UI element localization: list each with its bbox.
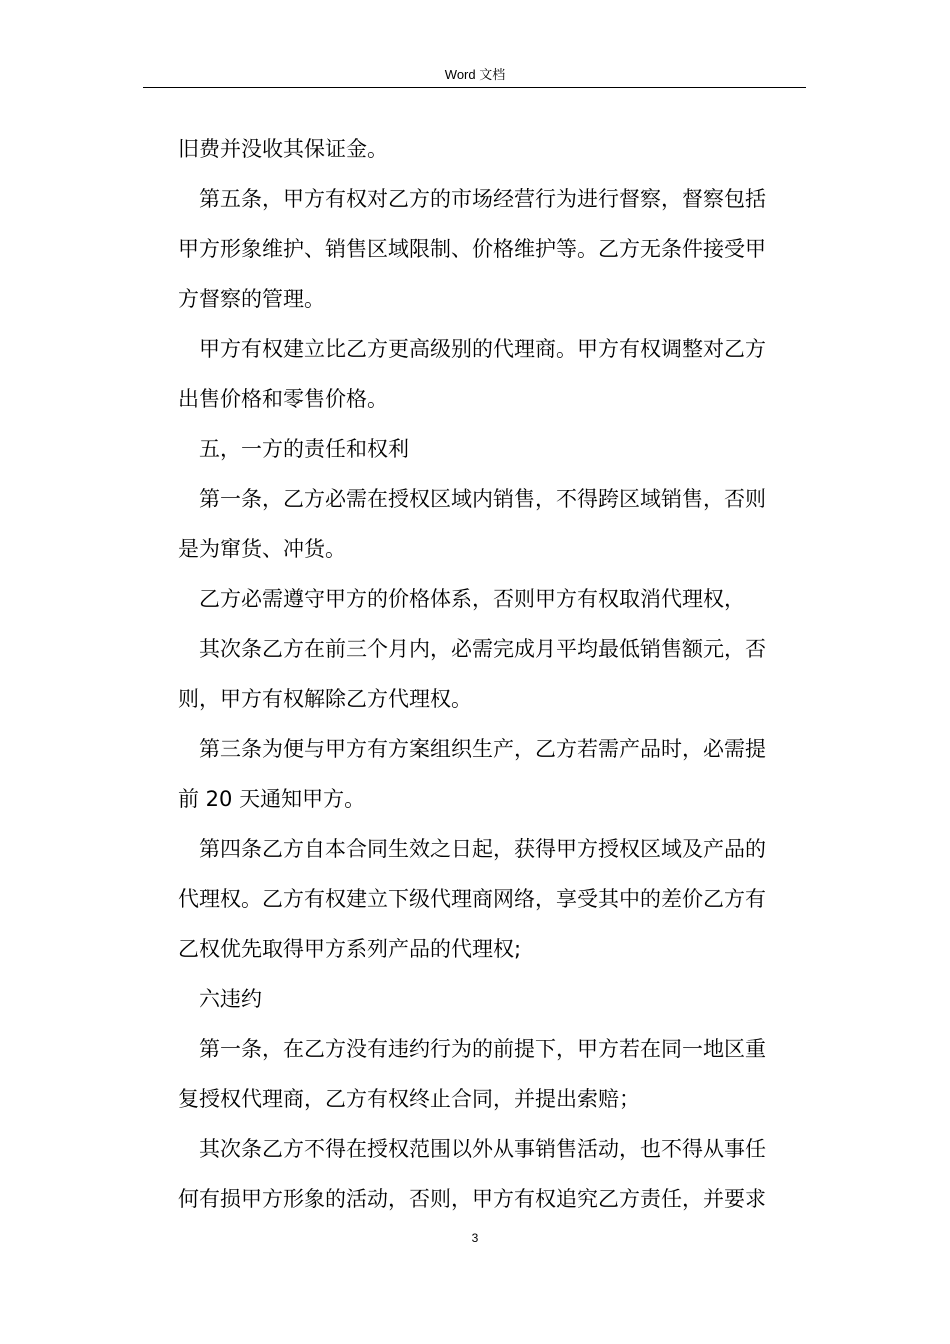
text-line: 乙方必需遵守甲方的价格体系，否则甲方有权取消代理权， — [199, 587, 745, 611]
text-line: 乙权优先取得甲方系列产品的代理权; — [178, 937, 522, 961]
header-divider — [143, 87, 806, 88]
section-heading: 六违约 — [199, 987, 262, 1011]
text-line: 是为窜货、冲货。 — [178, 537, 346, 561]
text-line: 何有损甲方形象的活动，否则，甲方有权追究乙方责任，并要求 — [178, 1187, 766, 1211]
text-line: 复授权代理商，乙方有权终止合同，并提出索赔； — [178, 1087, 640, 1111]
text-line: 出售价格和零售价格。 — [178, 387, 388, 411]
text-line: 其次条乙方不得在授权范围以外从事销售活动，也不得从事任 — [199, 1137, 766, 1161]
text-line: 甲方有权建立比乙方更高级别的代理商。甲方有权调整对乙方 — [199, 337, 766, 361]
text-line: 第四条乙方自本合同生效之日起，获得甲方授权区域及产品的 — [199, 837, 766, 861]
text-line: 甲方形象维护、销售区域限制、价格维护等。乙方无条件接受甲 — [178, 237, 766, 261]
text-line: 第五条，甲方有权对乙方的市场经营行为进行督察，督察包括 — [199, 187, 766, 211]
document-body — [178, 124, 808, 1224]
text-line: 第三条为便与甲方有方案组织生产，乙方若需产品时，必需提 — [199, 737, 766, 761]
text-line: 第一条，在乙方没有违约行为的前提下，甲方若在同一地区重 — [199, 1037, 766, 1061]
header-title: Word 文档 — [444, 67, 506, 82]
text-line: 则，甲方有权解除乙方代理权。 — [178, 687, 472, 711]
text-line: 旧费并没收其保证金。 — [178, 137, 388, 161]
section-heading: 五，一方的责任和权利 — [199, 437, 409, 461]
text-line: 第一条，乙方必需在授权区域内销售，不得跨区域销售，否则 — [199, 487, 766, 511]
page-number: 3 — [471, 1231, 479, 1245]
text-line: 前 20 天通知甲方。 — [178, 787, 366, 811]
text-line: 方督察的管理。 — [178, 287, 325, 311]
text-line: 其次条乙方在前三个月内，必需完成月平均最低销售额元，否 — [199, 637, 766, 661]
text-line: 代理权。乙方有权建立下级代理商网络，享受其中的差价乙方有 — [178, 887, 766, 911]
